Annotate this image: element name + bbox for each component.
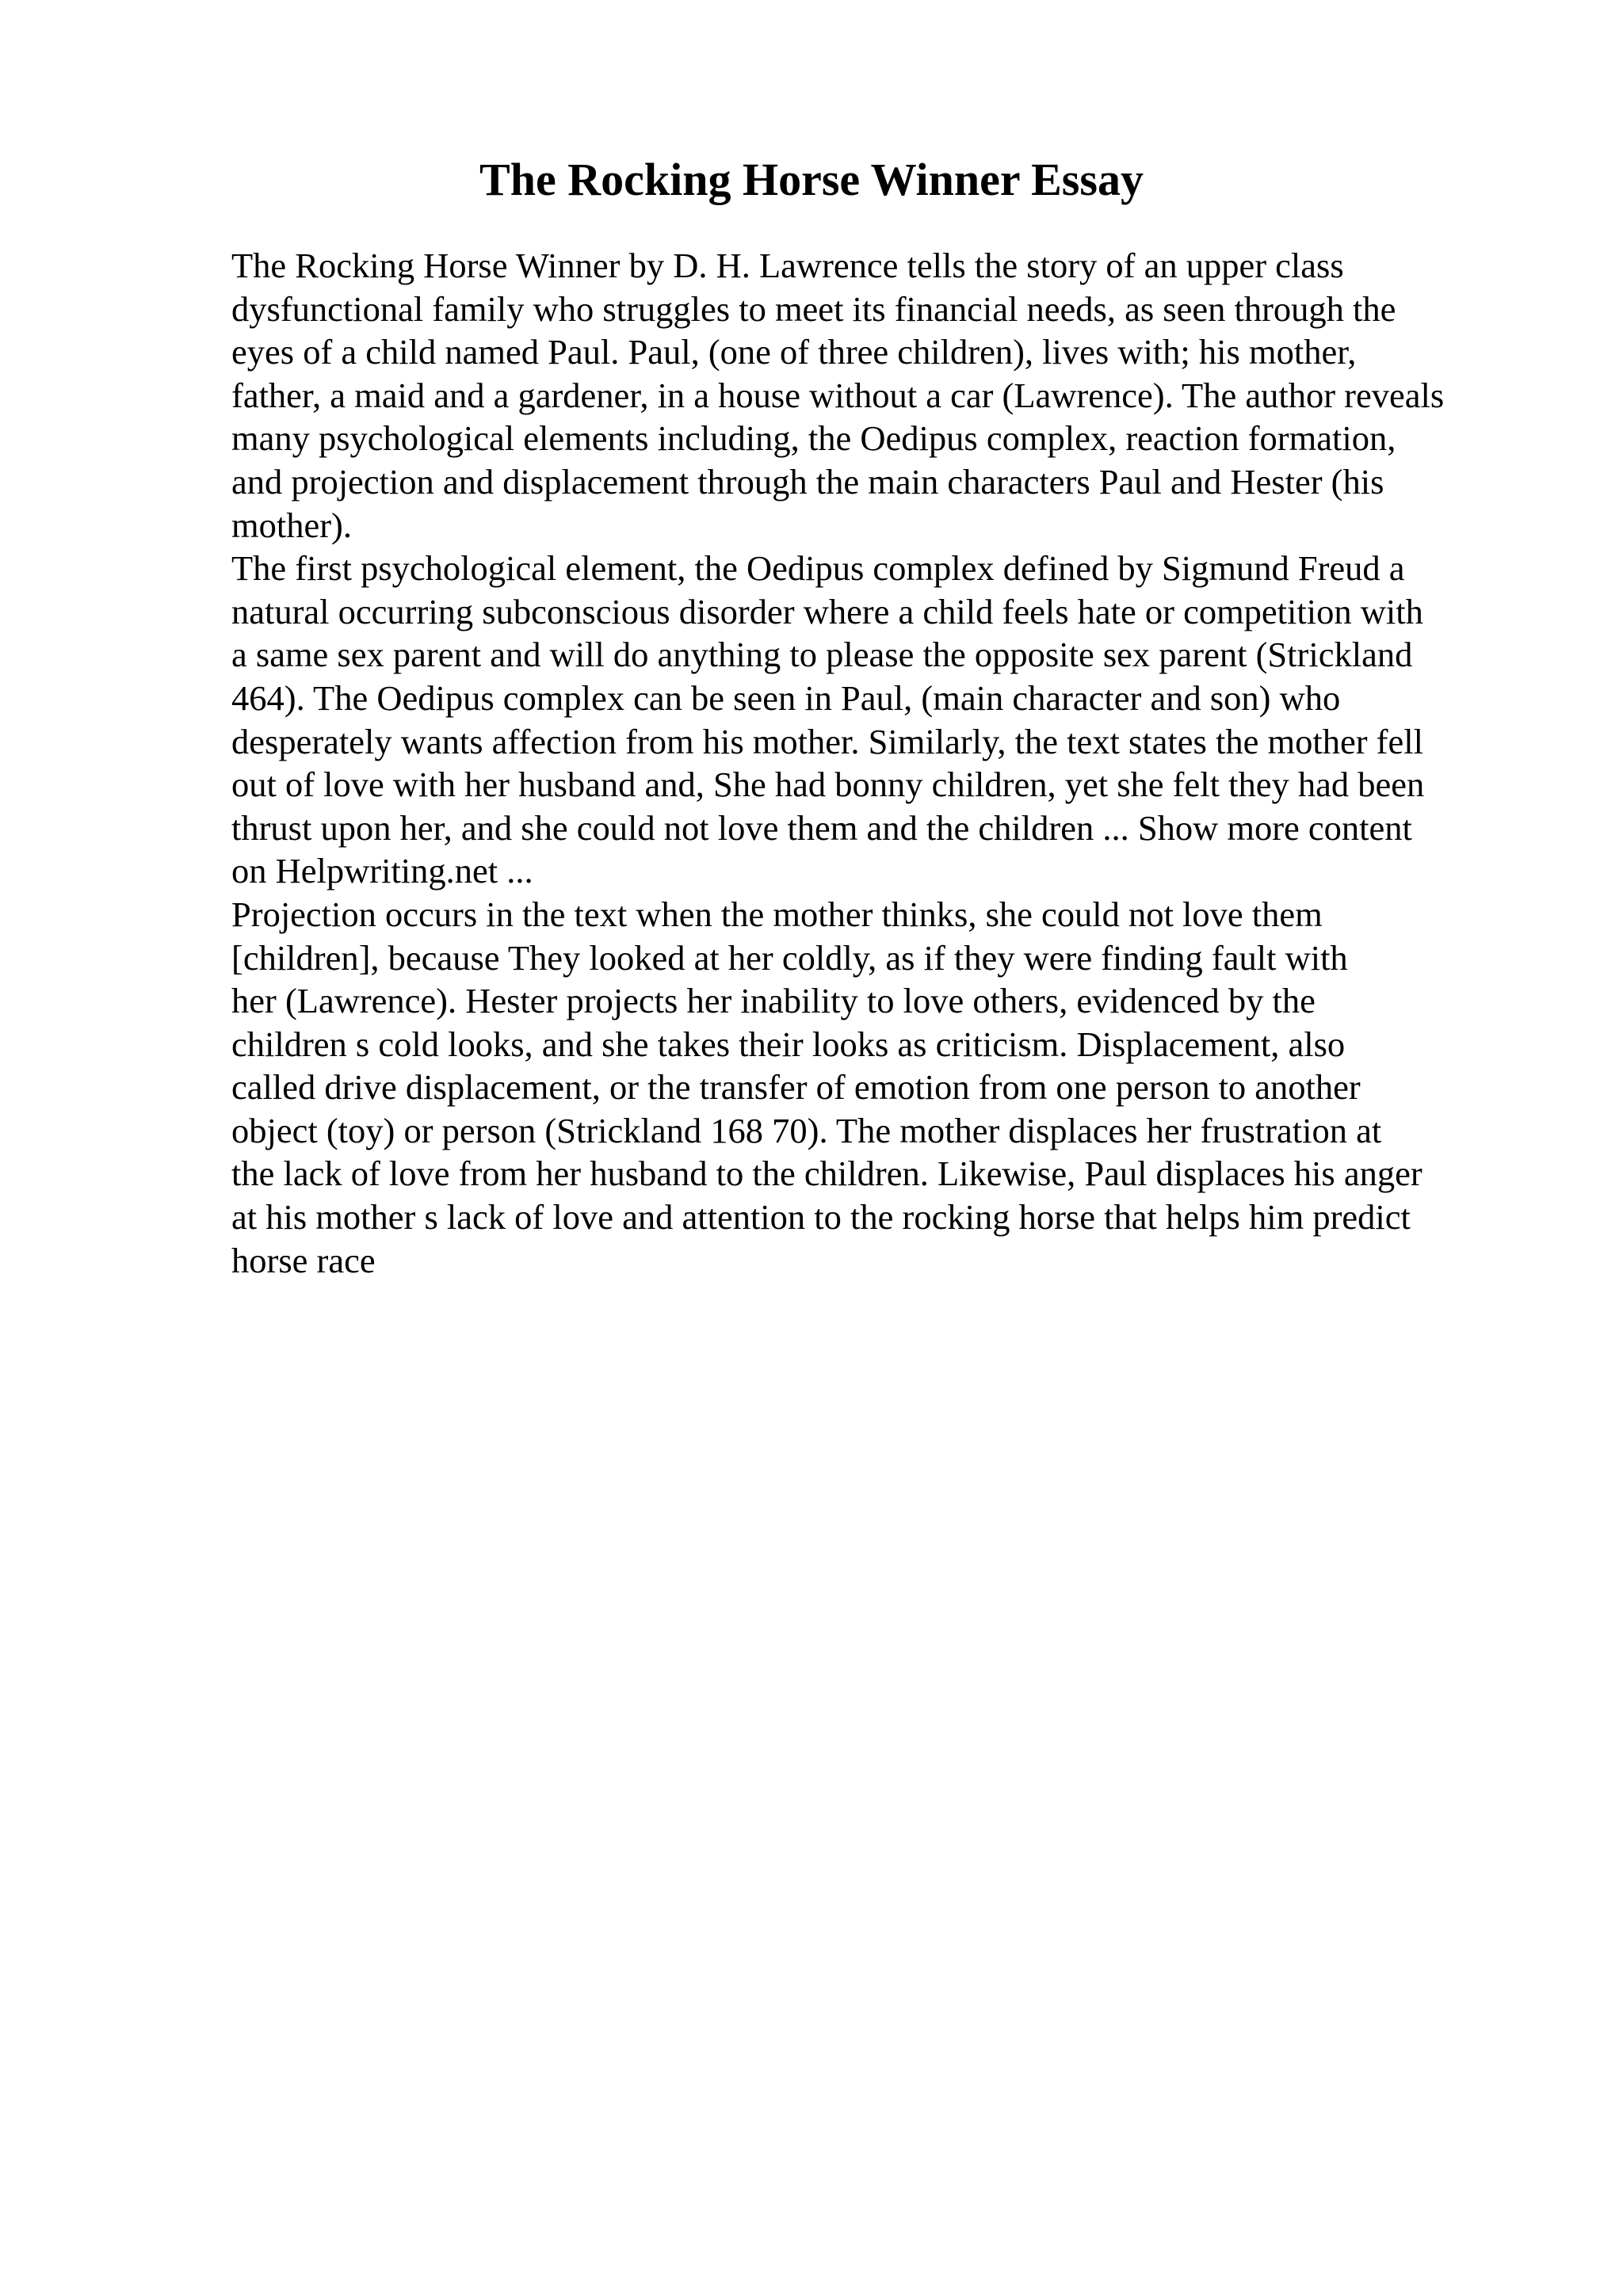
essay-line: eyes of a child named Paul. Paul, (one of three children), lives with; his mother, bbox=[231, 332, 1357, 372]
document-title: The Rocking Horse Winner Essay bbox=[479, 154, 1144, 205]
essay-line: mother). bbox=[231, 505, 352, 545]
essay-line: The first psychological element, the Oedipus complex defined by Sigmund Freud a bbox=[231, 548, 1405, 589]
essay-line: the lack of love from her husband to the children. Likewise, Paul displaces his anger bbox=[231, 1154, 1423, 1194]
essay-line: natural occurring subconscious disorder where a child feels hate or competition with bbox=[231, 591, 1423, 631]
essay-line: children s cold looks, and she takes their looks as criticism. Displacement, also bbox=[231, 1024, 1346, 1064]
essay-line: on Helpwriting.net ... bbox=[231, 851, 533, 891]
essay-line: horse race bbox=[231, 1240, 376, 1280]
essay-line: a same sex parent and will do anything to please the opposite sex parent (Strickland bbox=[231, 635, 1413, 675]
essay-line: The Rocking Horse Winner by D. H. Lawrence tells the story of an upper class bbox=[231, 246, 1344, 285]
essay-line: many psychological elements including, the Oedipus complex, reaction formation, bbox=[231, 418, 1396, 459]
essay-line: object (toy) or person (Strickland 168 70). The mother displaces her frustration at bbox=[231, 1110, 1382, 1150]
essay-line: Projection occurs in the text when the mother thinks, she could not love them bbox=[231, 894, 1323, 934]
essay-body bbox=[231, 244, 1531, 1282]
essay-line: father, a maid and a gardener, in a house without a car (Lawrence). The author reveals bbox=[231, 375, 1445, 415]
essay-line: her (Lawrence). Hester projects her inability to love others, evidenced by the bbox=[231, 981, 1316, 1021]
essay-line: dysfunctional family who struggles to meet its financial needs, as seen through the bbox=[231, 288, 1396, 329]
essay-line: out of love with her husband and, She had bonny children, yet she felt they had been bbox=[231, 765, 1425, 805]
essay-line: called drive displacement, or the transfer of emotion from one person to another bbox=[231, 1067, 1361, 1108]
essay-line: thrust upon her, and she could not love them and the children ... Show more content bbox=[231, 807, 1412, 848]
essay-line: desperately wants affection from his mother. Similarly, the text states the mother fell bbox=[231, 721, 1423, 761]
essay-line: and projection and displacement through the main characters Paul and Hester (his bbox=[231, 461, 1384, 502]
essay-line: 464). The Oedipus complex can be seen in Paul, (main character and son) who bbox=[231, 677, 1341, 718]
essay-line: [children], because They looked at her coldly, as if they were finding fault with bbox=[231, 937, 1348, 978]
essay-line: at his mother s lack of love and attention to the rocking horse that helps him predict bbox=[231, 1197, 1411, 1238]
